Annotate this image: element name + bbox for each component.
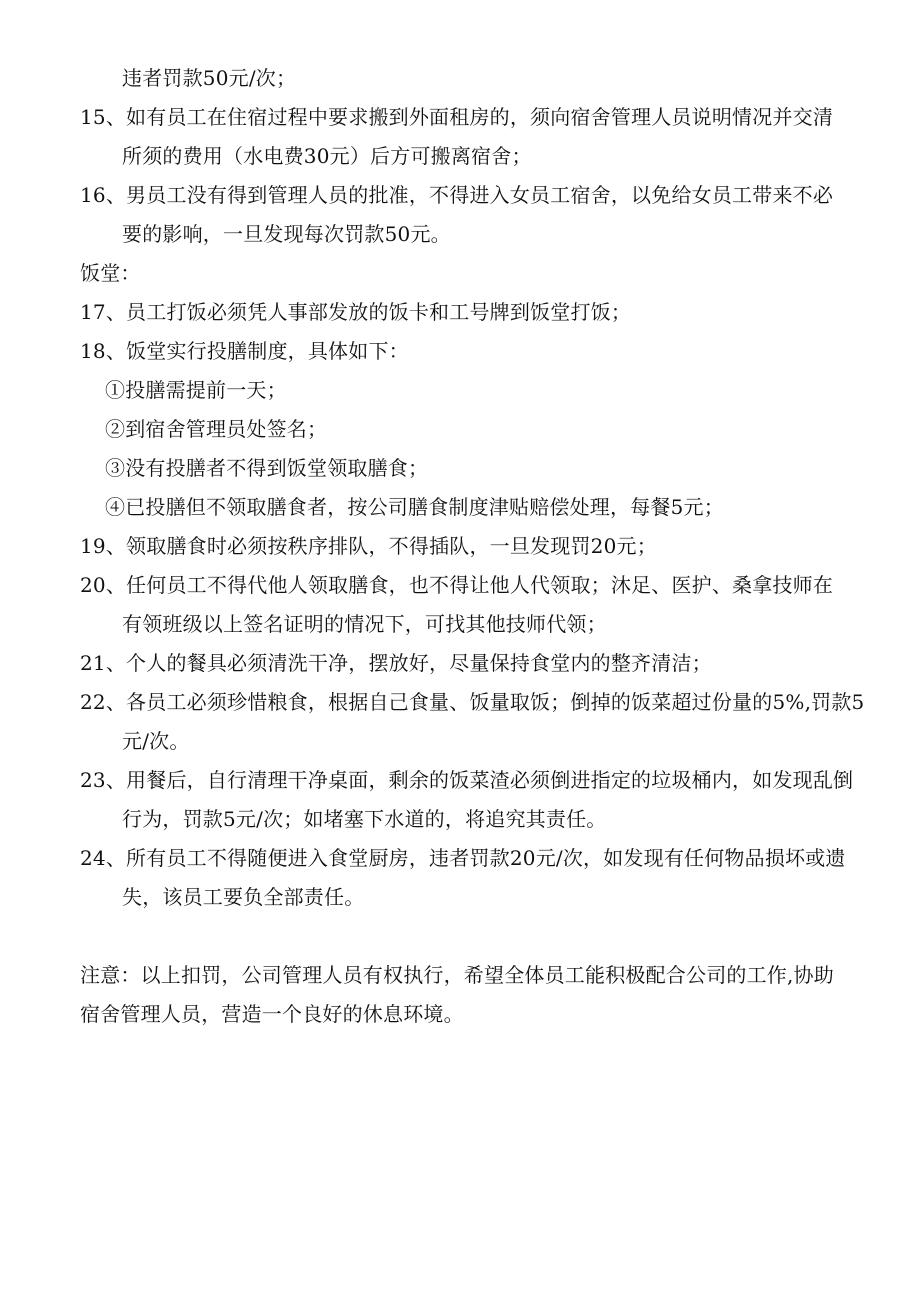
text-line: 元/次。 (122, 729, 190, 753)
text-line: 违者罚款50元/次； (122, 66, 297, 90)
text-line: 19、领取膳食时必须按秩序排队，不得插队，一旦发现罚20元； (80, 534, 657, 558)
text-line: 23、用餐后，自行清理干净桌面，剩余的饭菜渣必须倒进指定的垃圾桶内，如发现乱倒 (80, 768, 854, 792)
note-line: 宿舍管理人员，营造一个良好的休息环境。 (80, 1002, 464, 1026)
sub-item: ③没有投膳者不得到饭堂领取膳食； (105, 456, 429, 480)
text-line: 24、所有员工不得随便进入食堂厨房，违者罚款20元/次，如发现有任何物品损坏或遗 (80, 846, 846, 870)
text-line: 21、个人的餐具必须清洗干净，摆放好，尽量保持食堂内的整齐清洁； (80, 651, 712, 675)
text-line: 15、如有员工在住宿过程中要求搬到外面租房的，须向宿舍管理人员说明情况并交清 (80, 105, 834, 129)
text-line: 18、饭堂实行投膳制度，具体如下： (80, 339, 409, 363)
note-line: 注意：以上扣罚，公司管理人员有权执行，希望全体员工能积极配合公司的工作,协助 (80, 963, 834, 987)
text-line: 所须的费用（水电费30元）后方可搬离宿舍； (122, 144, 532, 168)
text-line: 要的影响，一旦发现每次罚款50元。 (122, 222, 451, 246)
text-line: 有领班级以上签名证明的情况下，可找其他技师代领； (122, 612, 607, 636)
text-line: 行为，罚款5元/次；如堵塞下水道的，将追究其责任。 (122, 807, 607, 831)
text-line: 17、员工打饭必须凭人事部发放的饭卡和工号牌到饭堂打饭； (80, 300, 632, 324)
section-heading: 饭堂： (80, 261, 141, 285)
sub-item: ②到宿舍管理员处签名； (105, 417, 328, 441)
text-line: 22、各员工必须珍惜粮食，根据自己食量、饭量取饭；倒掉的饭菜超过份量的5%,罚款5 (80, 690, 865, 714)
sub-item: ④已投膳但不领取膳食者，按公司膳食制度津贴赔偿处理，每餐5元； (105, 495, 724, 519)
text-line: 失，该员工要负全部责任。 (122, 885, 365, 909)
text-line: 20、任何员工不得代他人领取膳食，也不得让他人代领取；沐足、医护、桑拿技师在 (80, 573, 834, 597)
sub-item: ①投膳需提前一天； (105, 378, 287, 402)
text-line: 16、男员工没有得到管理人员的批准，不得进入女员工宿舍，以免给女员工带来不必 (80, 183, 834, 207)
